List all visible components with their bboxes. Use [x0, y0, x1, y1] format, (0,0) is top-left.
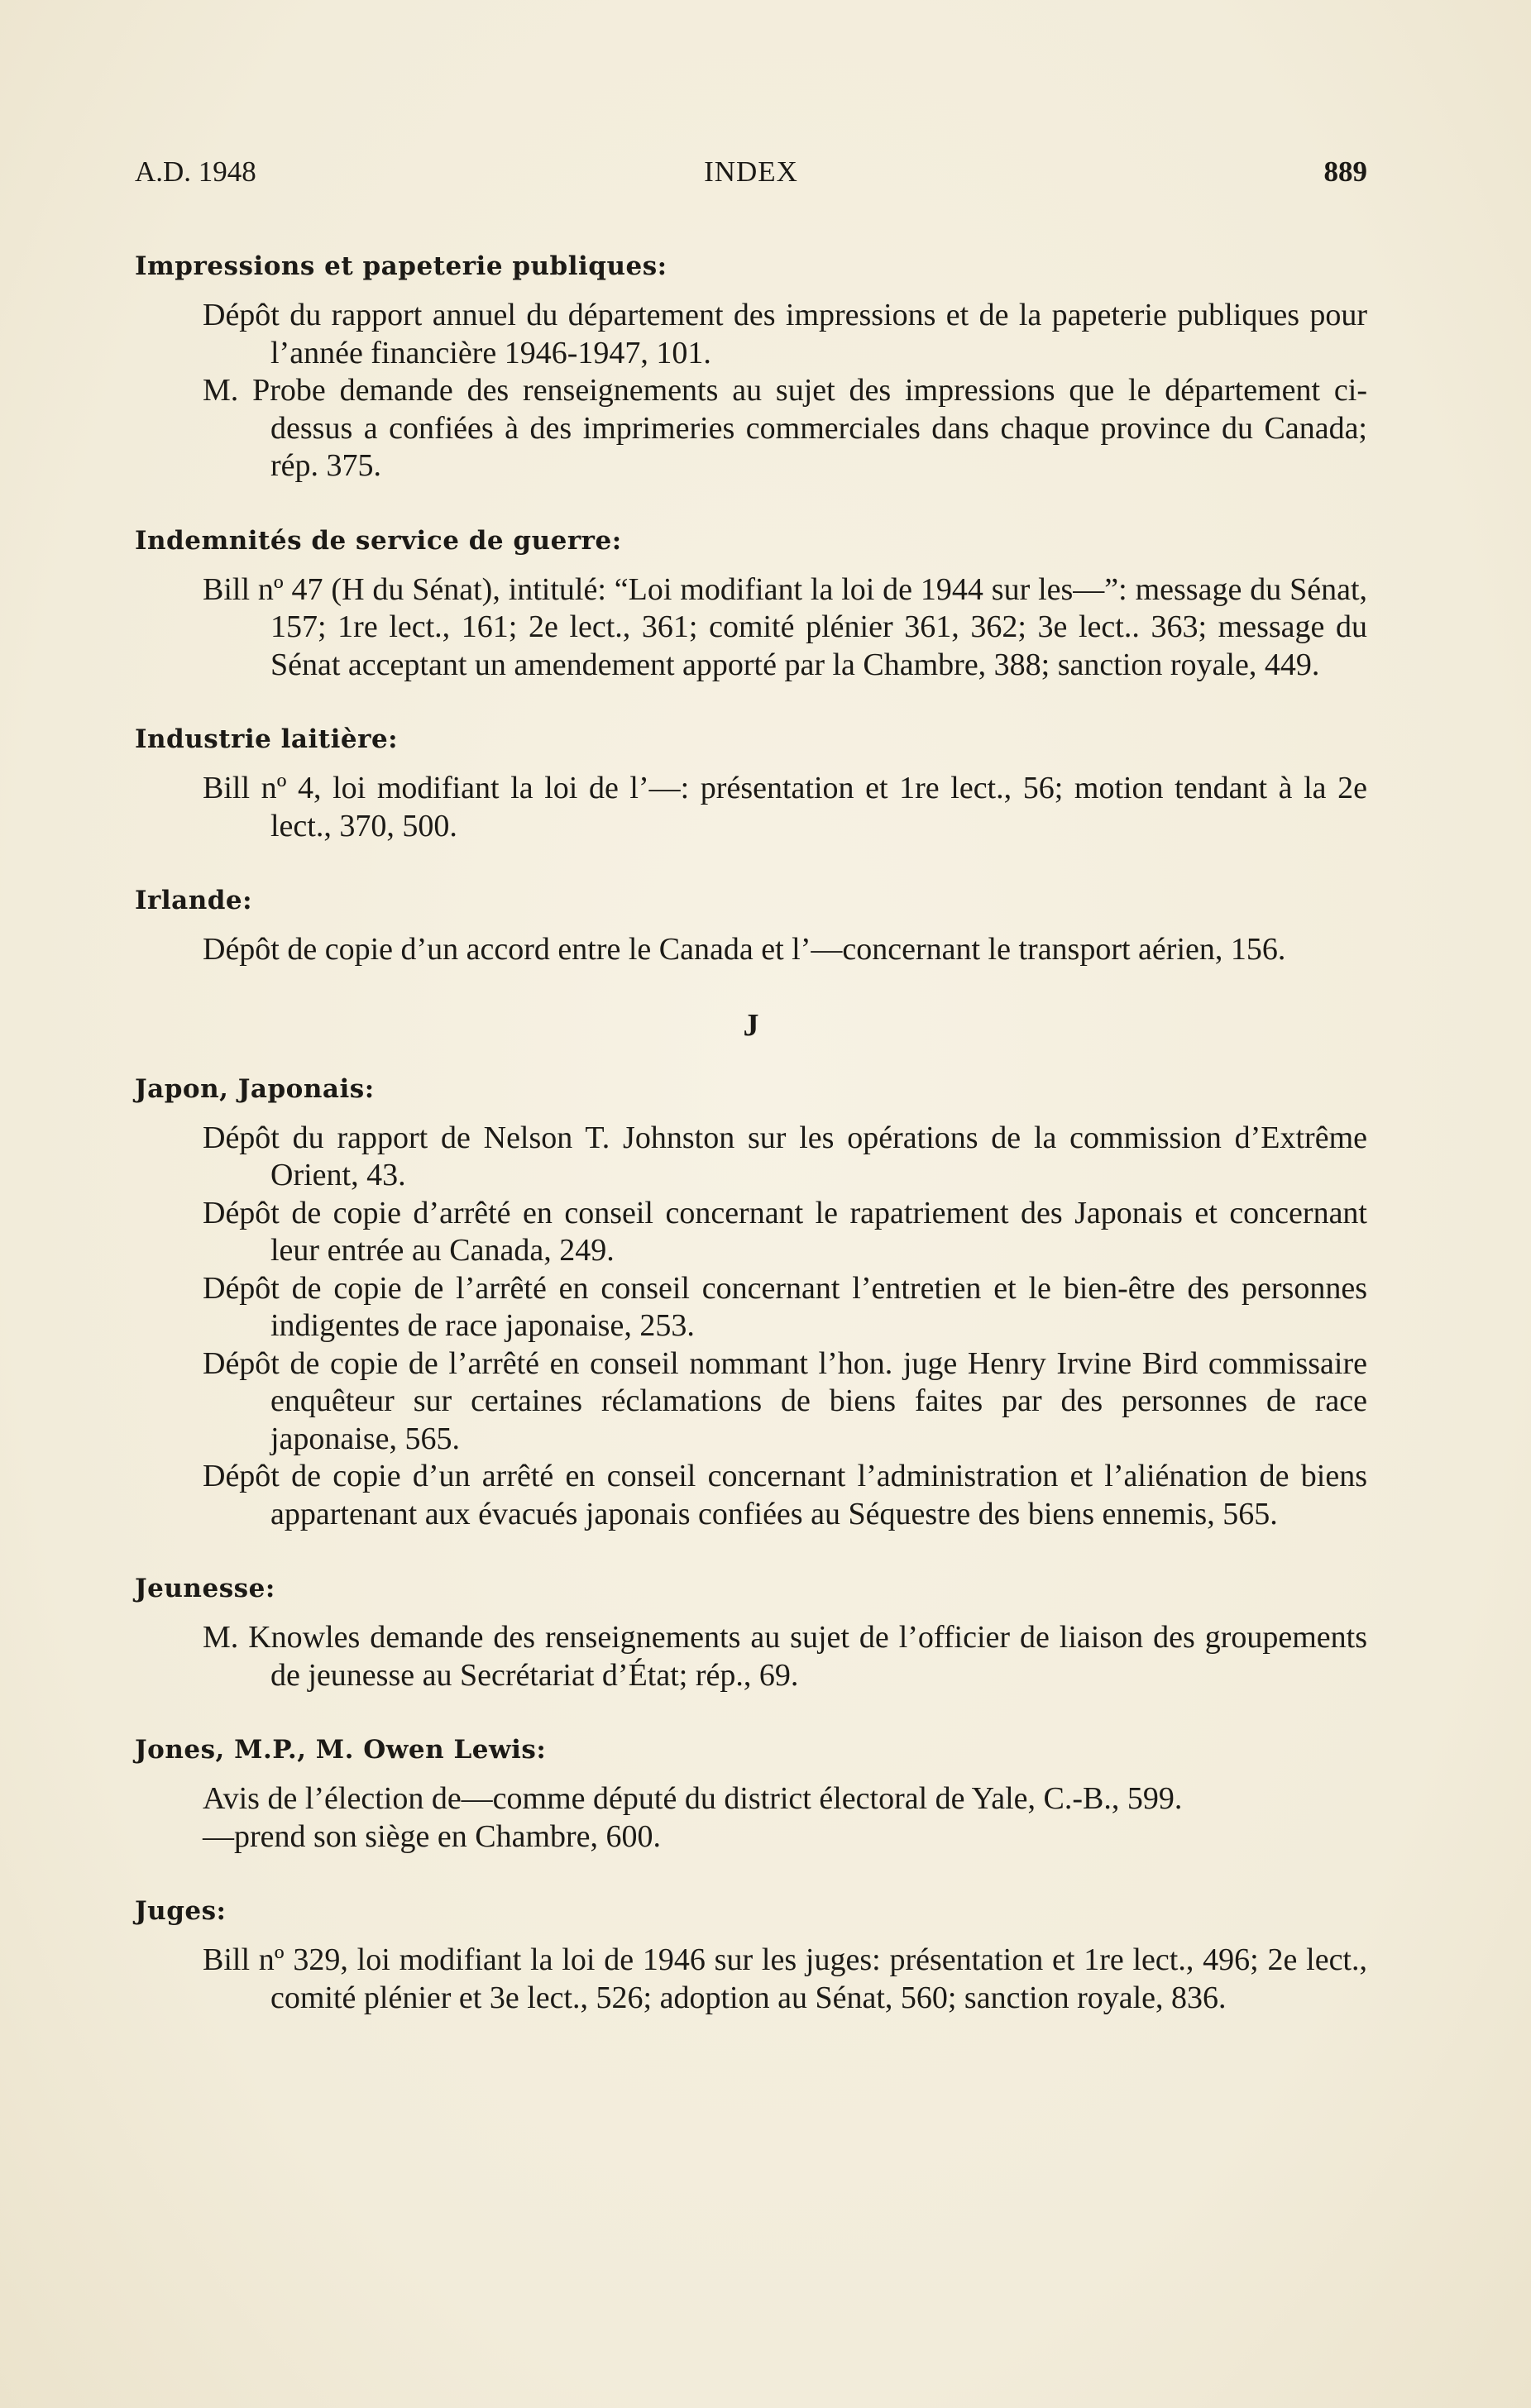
- index-entry: Dépôt de copie d’un accord entre le Canada et l’—concernant le transport aérien, 156.: [203, 932, 1286, 967]
- index-entry: Avis de l’élection de—comme député du district électoral de Yale, C.-B., 599.: [203, 1781, 1183, 1816]
- index-section-japon: [135, 1071, 1367, 1534]
- index-entry: Bill nº 4, loi modifiant la loi de l’—: présentation et 1re lect., 56; motion tendant à la 2e lect., 370, 500.: [203, 771, 1367, 843]
- index-entry-list: [203, 931, 1367, 969]
- index-entry: —prend son siège en Chambre, 600.: [203, 1818, 662, 1854]
- index-section-indemnites: [135, 523, 1367, 685]
- index-section-impressions: [135, 248, 1367, 485]
- section-heading: Impressions et papeterie publiques:: [135, 251, 667, 281]
- letter-divider: J: [743, 1007, 759, 1043]
- header-year: A.D. 1948: [135, 155, 256, 188]
- index-entry: Dépôt de copie de l’arrêté en conseil concernant l’entretien et le bien-être des personnes indigentes de race japonaise, 253.: [203, 1270, 1367, 1343]
- section-heading: Jones, M.P., M. Owen Lewis:: [135, 1735, 547, 1765]
- page-header: [135, 155, 1367, 197]
- section-heading: Jeunesse:: [135, 1574, 275, 1603]
- index-section-industrie-laitiere: [135, 721, 1367, 845]
- index-section-juges: [135, 1893, 1367, 2017]
- section-heading: Indemnités de service de guerre:: [135, 525, 622, 556]
- index-entry-list: [203, 770, 1367, 845]
- index-entry: Dépôt du rapport de Nelson T. Johnston sur les opérations de la commission d’Extrême Orient, 43.: [203, 1120, 1367, 1192]
- section-heading: Irlande:: [135, 886, 253, 915]
- index-entry: Bill nº 329, loi modifiant la loi de 1946 sur les juges: présentation et 1re lect., 496; 2e lect., comité plénier et 3e lect., 526; adoption au Sénat, 560; sanction royale, 836.: [203, 1942, 1367, 2015]
- index-section-irlande: [135, 882, 1367, 969]
- index-content: [135, 248, 1367, 2054]
- index-entry: Bill nº 47 (H du Sénat), intitulé: “Loi modifiant la loi de 1944 sur les—”: message du Sénat, 157; 1re lect., 161; 2e lect., 361; comité plénier 361, 362; 3e lect.. 363; message du Sénat acceptant un amendement apporté par la Chambre, 388; sanction royale, 449.: [203, 571, 1367, 682]
- index-entry-list: [203, 571, 1367, 685]
- header-title: INDEX: [704, 155, 798, 188]
- index-entry-list: [203, 1120, 1367, 1534]
- index-entry-list: [203, 1942, 1367, 2017]
- index-entry: Dépôt de copie de l’arrêté en conseil nommant l’hon. juge Henry Irvine Bird commissaire enquêteur sur certaines réclamations de biens faites par des personnes de race japonaise, 565.: [203, 1345, 1367, 1456]
- index-entry: M. Probe demande des renseignements au sujet des impressions que le département ci-dessus a confiées à des imprimeries commerciales dans chaque province du Canada; rép. 375.: [203, 373, 1367, 483]
- index-entry: Dépôt de copie d’arrêté en conseil concernant le rapatriement des Japonais et concernant leur entrée au Canada, 249.: [203, 1195, 1367, 1268]
- index-entry-list: [203, 1619, 1367, 1694]
- section-heading: Juges:: [135, 1896, 227, 1926]
- index-entry-list: [203, 1780, 1367, 1856]
- page-number: 889: [1323, 155, 1367, 188]
- index-section-jeunesse: [135, 1570, 1367, 1694]
- index-entry: Dépôt du rapport annuel du département des impressions et de la papeterie publiques pour l’année financière 1946-1947, 101.: [203, 298, 1367, 370]
- index-entry: Dépôt de copie d’un arrêté en conseil concernant l’administration et l’aliénation de biens appartenant aux évacués japonais confiées au Séquestre des biens ennemis, 565.: [203, 1459, 1367, 1531]
- index-entry: M. Knowles demande des renseignements au sujet de l’officier de liaison des groupements de jeunesse au Secrétariat d’État; rép., 69.: [203, 1620, 1367, 1693]
- section-heading: Industrie laitière:: [135, 724, 399, 754]
- section-heading: Japon, Japonais:: [135, 1073, 375, 1104]
- index-entry-list: [203, 297, 1367, 485]
- index-section-jones: [135, 1732, 1367, 1856]
